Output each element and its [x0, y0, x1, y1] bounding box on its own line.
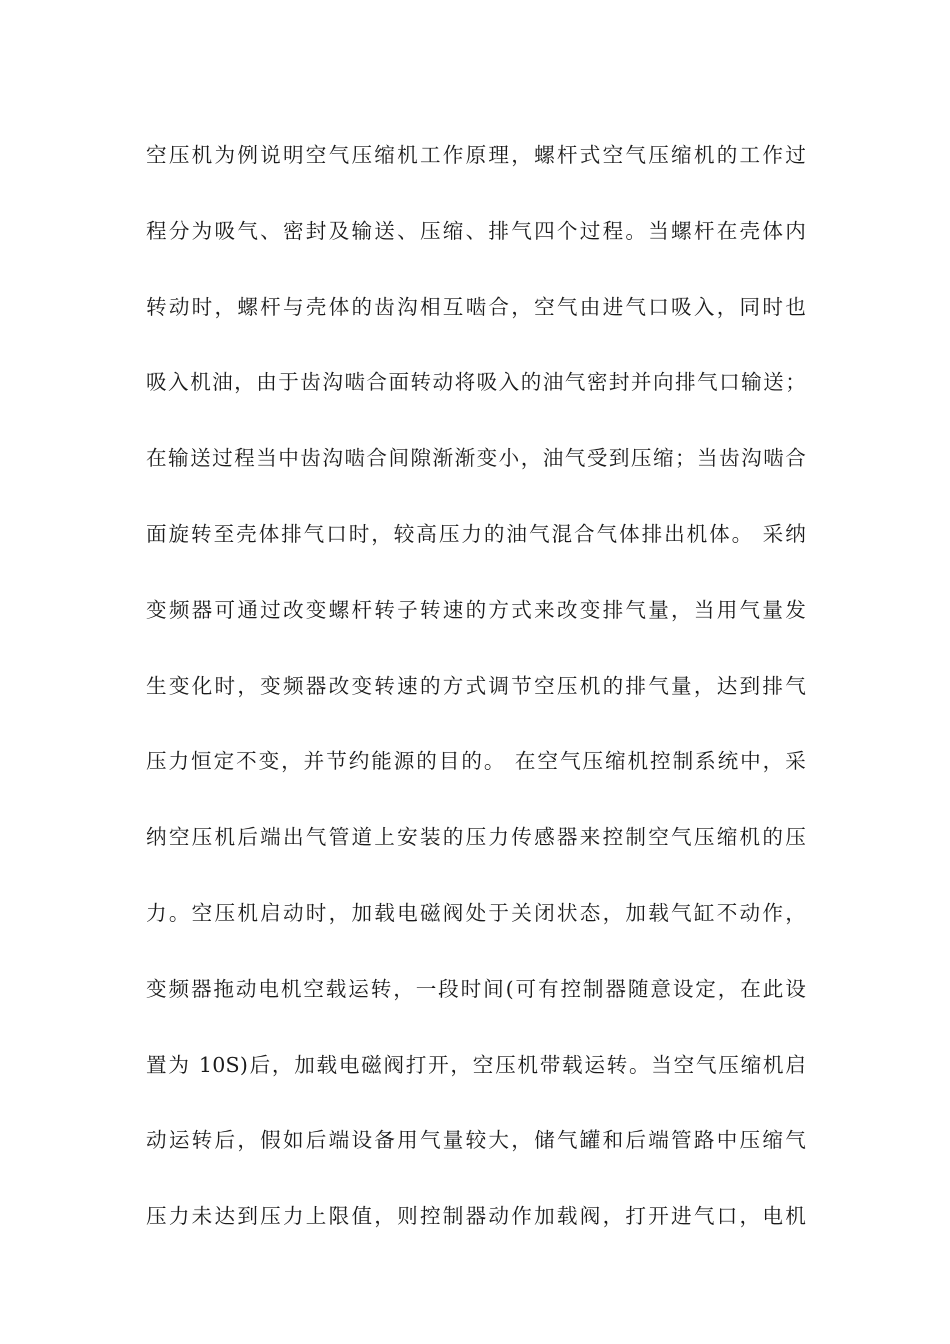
text-line: 变频器可通过改变螺杆转子转速的方式来改变排气量，当用气量发	[146, 597, 806, 622]
text-line: 面旋转至壳体排气口时，较高压力的油气混合气体排出机体。 采纳	[146, 521, 806, 546]
text-line: 吸入机油，由于齿沟啮合面转动将吸入的油气密封并向排气口输送；	[146, 370, 806, 395]
text-line: 压力未达到压力上限值，则控制器动作加载阀，打开进气口，电机	[146, 1204, 806, 1229]
text-line: 在输送过程当中齿沟啮合间隙渐渐变小，油气受到压缩；当齿沟啮合	[146, 446, 806, 471]
text-line: 变频器拖动电机空载运转，一段时间(可有控制器随意设定，在此设	[146, 976, 806, 1001]
text-line: 空压机为例说明空气压缩机工作原理，螺杆式空气压缩机的工作过	[146, 143, 806, 167]
text-line: 转动时，螺杆与壳体的齿沟相互啮合，空气由进气口吸入，同时也	[146, 294, 806, 319]
text-line: 力。空压机启动时，加载电磁阀处于关闭状态，加载气缸不动作，	[146, 900, 806, 925]
text-line: 生变化时，变频器改变转速的方式调节空压机的排气量，达到排气	[146, 673, 806, 698]
body-paragraph	[146, 138, 806, 1275]
text-line: 置为 10S)后，加载电磁阀打开，空压机带载运转。当空气压缩机启	[146, 1052, 806, 1077]
text-line: 压力恒定不变，并节约能源的目的。 在空气压缩机控制系统中，采	[146, 749, 806, 774]
text-line: 纳空压机后端出气管道上安装的压力传感器来控制空气压缩机的压	[146, 825, 806, 850]
text-line: 动运转后，假如后端设备用气量较大，储气罐和后端管路中压缩气	[146, 1128, 806, 1153]
text-line: 程分为吸气、密封及输送、压缩、排气四个过程。当螺杆在壳体内	[146, 218, 806, 243]
